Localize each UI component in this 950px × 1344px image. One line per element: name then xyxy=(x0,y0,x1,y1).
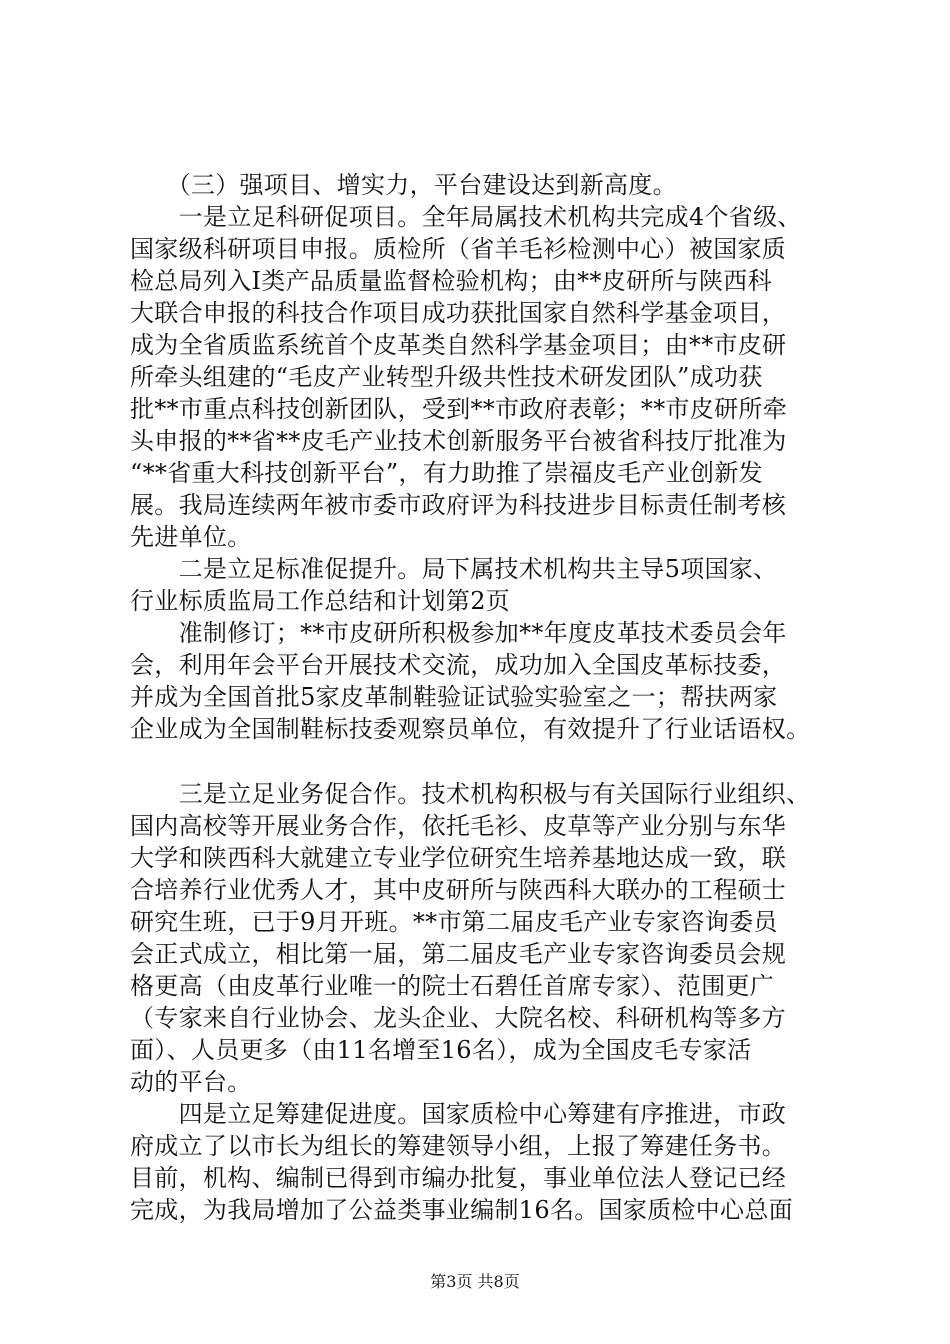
paragraph-line: 检总局列入Ⅰ类产品质量监督检验机构；由**皮研所与陕西科 xyxy=(130,267,772,295)
paragraph-line: 面）、人员更多（由11名增至16名），成为全国皮毛专家活 xyxy=(130,1036,752,1064)
paragraph-line: 先进单位。 xyxy=(130,523,252,551)
paragraph-line: 准制修订；**市皮研所积极参加**年度皮革技术委员会年 xyxy=(130,619,787,647)
paragraph-line: 格更高（由皮革行业唯一的院士石碧任首席专家）、范围更广 xyxy=(130,972,775,1000)
paragraph-line: 头申报的**省**皮毛产业技术创新服务平台被省科技厅批准为 xyxy=(130,427,787,455)
paragraph-line: 会，利用年会平台开展技术交流，成功加入全国皮革标技委， xyxy=(130,651,787,679)
paragraph-line: 并成为全国首批5家皮革制鞋验证试验实验室之一；帮扶两家 xyxy=(130,683,778,711)
paragraph-line: “**省重大科技创新平台”，有力助推了崇福皮毛产业创新发 xyxy=(130,459,763,487)
paragraph-line: 行业标质监局工作总结和计划第2页 xyxy=(130,587,511,615)
paragraph-line: 二是立足标准促提升。局下属技术机构共主导5项国家、 xyxy=(130,555,778,583)
paragraph-line: 动的平台。 xyxy=(130,1068,252,1096)
paragraph-line: 大联合申报的科技合作项目成功获批国家自然科学基金项目， xyxy=(130,299,787,327)
paragraph-line: 国内高校等开展业务合作，依托毛衫、皮草等产业分别与东华 xyxy=(130,812,787,840)
paragraph-line: 一是立足科研促项目。全年局属技术机构共完成4个省级、 xyxy=(130,203,802,231)
paragraph-line: 完成，为我局增加了公益类事业编制16名。国家质检中心总面 xyxy=(130,1196,793,1224)
paragraph-line: 会正式成立，相比第一届，第二届皮毛产业专家咨询委员会规 xyxy=(130,940,787,968)
paragraph-line: （专家来自行业协会、龙头企业、大院名校、科研机构等多方 xyxy=(130,1004,787,1032)
paragraph-line: 合培养行业优秀人才，其中皮研所与陕西科大联办的工程硕士 xyxy=(130,876,787,904)
page-footer: 第3页 共8页 xyxy=(430,1272,520,1291)
paragraph-line: 国家级科研项目申报。质检所（省羊毛衫检测中心）被国家质 xyxy=(130,235,787,263)
paragraph-line: 展。我局连续两年被市委市政府评为科技进步目标责任制考核 xyxy=(130,491,787,519)
paragraph-line: 大学和陕西科大就建立专业学位研究生培养基地达成一致，联 xyxy=(130,844,787,872)
paragraph-line: 府成立了以市长为组长的筹建领导小组，上报了筹建任务书。 xyxy=(130,1132,787,1160)
paragraph-line: 研究生班，已于9月开班。**市第二届皮毛产业专家咨询委员 xyxy=(130,908,778,936)
paragraph-line: 批**市重点科技创新团队，受到**市政府表彰；**市皮研所牵 xyxy=(130,395,787,423)
paragraph-line: 成为全省质监系统首个皮革类自然科学基金项目；由**市皮研 xyxy=(130,331,787,359)
paragraph-line: 目前，机构、编制已得到市编办批复，事业单位法人登记已经 xyxy=(130,1164,787,1192)
paragraph-line: 三是立足业务促合作。技术机构积极与有关国际行业组织、 xyxy=(130,780,811,808)
paragraph-line: 四是立足筹建促进度。国家质检中心筹建有序推进，市政 xyxy=(130,1100,787,1128)
section-heading: （三）强项目、增实力，平台建设达到新高度。 xyxy=(130,171,677,199)
paragraph-line: 所牵头组建的“毛皮产业转型升级共性技术研发团队”成功获 xyxy=(130,363,763,391)
paragraph-line: 企业成为全国制鞋标技委观察员单位，有效提升了行业话语权。 xyxy=(130,715,811,743)
